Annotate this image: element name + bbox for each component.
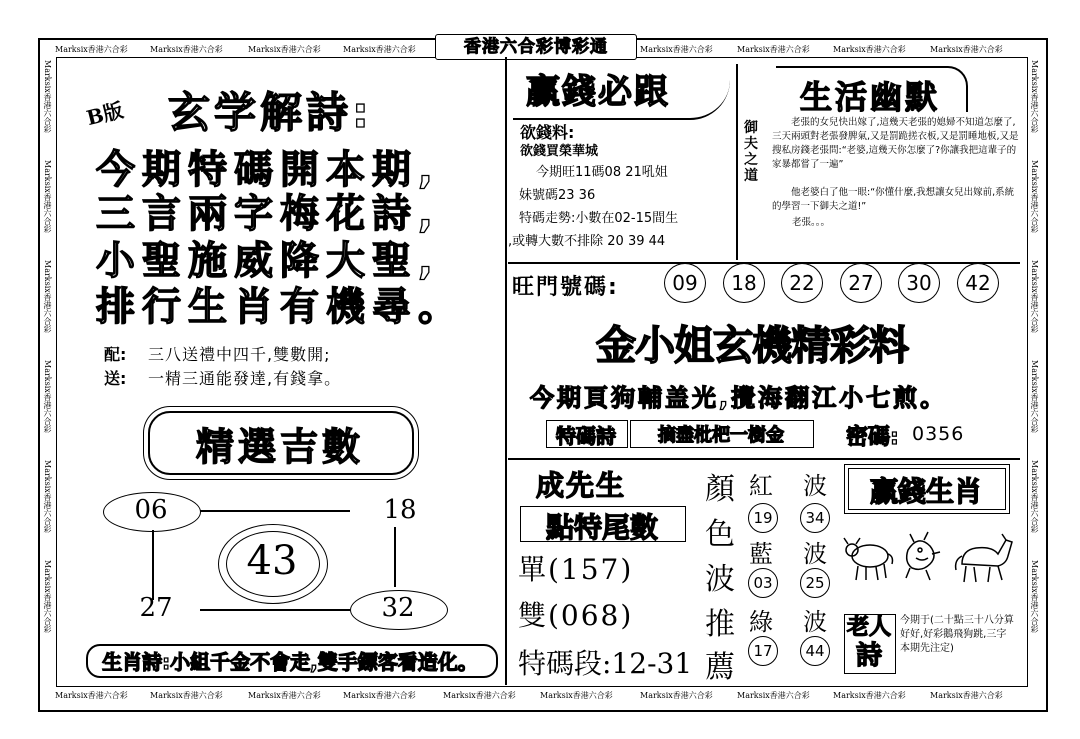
watermark-top-7: Marksix香港六合彩 bbox=[833, 45, 906, 54]
color-side-1: 顏 bbox=[705, 472, 735, 507]
lower-rule bbox=[508, 458, 1020, 460]
watermark-right-6: Marksix香港六合彩 bbox=[1030, 560, 1039, 633]
poem-line-1: 今期特碼開本期, bbox=[96, 148, 440, 193]
watermark-left-4: Marksix香港六合彩 bbox=[43, 360, 52, 433]
wave-color-green: 綠 bbox=[749, 608, 773, 636]
song-text: 一精三通能發達,有錢拿。 bbox=[148, 369, 342, 388]
win-follow-line-4: 特碼走勢:小數在02-15間生 bbox=[519, 211, 679, 226]
humor-divider bbox=[736, 64, 738, 260]
watermark-bottom-1: Marksix香港六合彩 bbox=[55, 691, 128, 700]
code-value: 0356 bbox=[912, 423, 965, 445]
number-1: 06 bbox=[134, 495, 168, 525]
watermark-bottom-7: Marksix香港六合彩 bbox=[640, 691, 713, 700]
shengxiao-poem: 生肖詩:小組千金不會走,雙手鏢客看造化。 bbox=[102, 650, 478, 674]
pei-text: 三八送禮中四千,雙數開; bbox=[148, 345, 331, 364]
win-follow-line-5: ,或轉大數不排除 20 39 44 bbox=[508, 234, 666, 249]
wave-ball: 34 bbox=[800, 503, 830, 533]
hot-number-ball: 09 bbox=[664, 263, 706, 303]
win-follow-line-2: 今期旺11碼08 21吼姐 bbox=[536, 165, 668, 180]
wave-color-red: 紅 bbox=[749, 472, 773, 500]
watermark-left-2: Marksix香港六合彩 bbox=[43, 160, 52, 233]
old-man-text: 今期于(二十點三十八分算好好,好彩鵝飛狗跳,三字本期先注定) bbox=[900, 615, 1014, 654]
zodiac-animals-illustration bbox=[842, 520, 1022, 590]
pei-label: 配: bbox=[104, 345, 127, 364]
te-ma-shi-value: 摘盡枇杷一樹金 bbox=[658, 425, 784, 446]
poem-line-2: 三言兩字梅花詩, bbox=[96, 192, 440, 237]
wave-label-blue: 波 bbox=[803, 540, 827, 568]
watermark-bottom-9: Marksix香港六合彩 bbox=[833, 691, 906, 700]
cheng-duan: 特碼段:12-31 bbox=[518, 647, 693, 680]
hot-number-ball: 42 bbox=[957, 263, 999, 303]
watermark-right-5: Marksix香港六合彩 bbox=[1030, 460, 1039, 533]
horse-icon bbox=[956, 534, 1012, 582]
poem-line-3: 小聖施威降大聖, bbox=[96, 239, 440, 284]
watermark-bottom-8: Marksix香港六合彩 bbox=[737, 691, 810, 700]
cheng-shuang: 雙(068) bbox=[518, 599, 634, 632]
watermark-top-5: Marksix香港六合彩 bbox=[640, 45, 713, 54]
wave-ball: 44 bbox=[800, 636, 830, 666]
hot-number-ball: 22 bbox=[781, 263, 823, 303]
cheng-title: 成先生 bbox=[536, 469, 627, 502]
wave-label-red: 波 bbox=[803, 472, 827, 500]
main-divider bbox=[505, 57, 507, 685]
lucky-title: 精選吉數 bbox=[195, 425, 364, 469]
humor-text-3: 老張。。。 bbox=[792, 217, 831, 228]
number-line-left bbox=[152, 530, 154, 600]
ox-icon bbox=[844, 538, 893, 580]
old-man-label-1: 老人 bbox=[846, 615, 891, 640]
this-period-text: 今期頁狗輔盖光,攪海翻江小七煎。 bbox=[530, 384, 948, 412]
humor-text-2: 他老婆白了他一眼:“你懂什麼,我想讓女兒出嫁前,系統的學習一下御夫之道!” bbox=[772, 187, 1015, 212]
old-man-label-2: 詩 bbox=[855, 641, 882, 671]
watermark-right-2: Marksix香港六合彩 bbox=[1030, 160, 1039, 233]
te-ma-shi-label: 特碼詩 bbox=[556, 424, 616, 448]
watermark-right-4: Marksix香港六合彩 bbox=[1030, 360, 1039, 433]
color-side-5: 薦 bbox=[705, 650, 735, 685]
watermark-right-1: Marksix香港六合彩 bbox=[1030, 60, 1039, 133]
win-follow-title: 贏錢必跟 bbox=[526, 72, 670, 112]
cheng-sub: 點特尾數 bbox=[545, 511, 658, 544]
number-line-top bbox=[200, 510, 350, 512]
watermark-right-3: Marksix香港六合彩 bbox=[1030, 260, 1039, 333]
cheng-dan: 單(157) bbox=[518, 553, 634, 586]
hot-numbers-top-rule bbox=[508, 262, 1020, 264]
watermark-bottom-2: Marksix香港六合彩 bbox=[150, 691, 223, 700]
watermark-bottom-6: Marksix香港六合彩 bbox=[540, 691, 613, 700]
left-heading: 玄学解詩: bbox=[168, 88, 373, 137]
watermark-top-3: Marksix香港六合彩 bbox=[248, 45, 321, 54]
humor-side-label: 御夫之道 bbox=[744, 120, 758, 184]
win-follow-line-1: 欲錢買榮華城 bbox=[520, 144, 599, 159]
song-label: 送: bbox=[104, 369, 127, 388]
header-title: 香港六合彩博彩通 bbox=[435, 34, 637, 60]
watermark-left-1: Marksix香港六合彩 bbox=[43, 60, 52, 133]
wave-ball: 19 bbox=[748, 503, 778, 533]
number-2: 18 bbox=[383, 495, 417, 525]
watermark-top-4: Marksix香港六合彩 bbox=[343, 45, 416, 54]
watermark-left-3: Marksix香港六合彩 bbox=[43, 260, 52, 333]
humor-title-frame bbox=[776, 66, 968, 112]
watermark-bottom-10: Marksix香港六合彩 bbox=[930, 691, 1003, 700]
watermark-bottom-3: Marksix香港六合彩 bbox=[248, 691, 321, 700]
dragon-icon bbox=[906, 532, 940, 580]
wave-ball: 17 bbox=[748, 636, 778, 666]
code-label: 密碼: bbox=[846, 425, 899, 450]
center-number: 43 bbox=[246, 538, 298, 584]
number-line-right bbox=[394, 527, 396, 587]
wave-ball: 25 bbox=[800, 568, 830, 598]
win-follow-subtitle: 欲錢料: bbox=[520, 123, 575, 142]
number-4: 32 bbox=[381, 593, 415, 623]
humor-text-1: 老張的女兒快出嫁了,這幾天老張的媳婦不知道怎麼了,三天兩頭對老張發脾氣,又是罰跪搓衣板,又是罰睡地板,又是搜私房錢老張問:“老婆,這幾天你怎麼了?你讓我把這輩子的家暴都嘗了一遍” bbox=[772, 117, 1019, 170]
watermark-top-2: Marksix香港六合彩 bbox=[150, 45, 223, 54]
color-side-2: 色 bbox=[705, 517, 735, 552]
number-line-bottom bbox=[200, 609, 350, 611]
hot-number-ball: 18 bbox=[723, 263, 765, 303]
poem-line-4: 排行生肖有機尋。 bbox=[96, 285, 465, 330]
win-follow-underline bbox=[513, 78, 730, 120]
watermark-bottom-4: Marksix香港六合彩 bbox=[343, 691, 416, 700]
watermark-bottom-5: Marksix香港六合彩 bbox=[443, 691, 516, 700]
humor-title: 生活幽默 bbox=[800, 78, 941, 116]
wave-label-green: 波 bbox=[803, 608, 827, 636]
jin-banner-title: 金小姐玄機精彩料 bbox=[596, 323, 908, 369]
hot-number-ball: 30 bbox=[898, 263, 940, 303]
watermark-left-5: Marksix香港六合彩 bbox=[43, 460, 52, 533]
color-side-4: 推 bbox=[705, 607, 735, 642]
color-side-3: 波 bbox=[705, 562, 735, 597]
watermark-top-6: Marksix香港六合彩 bbox=[737, 45, 810, 54]
win-zodiac-title: 贏錢生肖 bbox=[869, 475, 982, 508]
wave-ball: 03 bbox=[748, 568, 778, 598]
edition-label: B版 bbox=[84, 97, 126, 131]
win-follow-line-3: 妹號碼23 36 bbox=[519, 188, 596, 203]
watermark-top-8: Marksix香港六合彩 bbox=[930, 45, 1003, 54]
hot-number-ball: 27 bbox=[840, 263, 882, 303]
watermark-top-1: Marksix香港六合彩 bbox=[55, 45, 128, 54]
hot-numbers-label: 旺門號碼: bbox=[512, 275, 619, 300]
number-3: 27 bbox=[139, 593, 173, 623]
wave-color-blue: 藍 bbox=[749, 540, 773, 568]
watermark-left-6: Marksix香港六合彩 bbox=[43, 560, 52, 633]
